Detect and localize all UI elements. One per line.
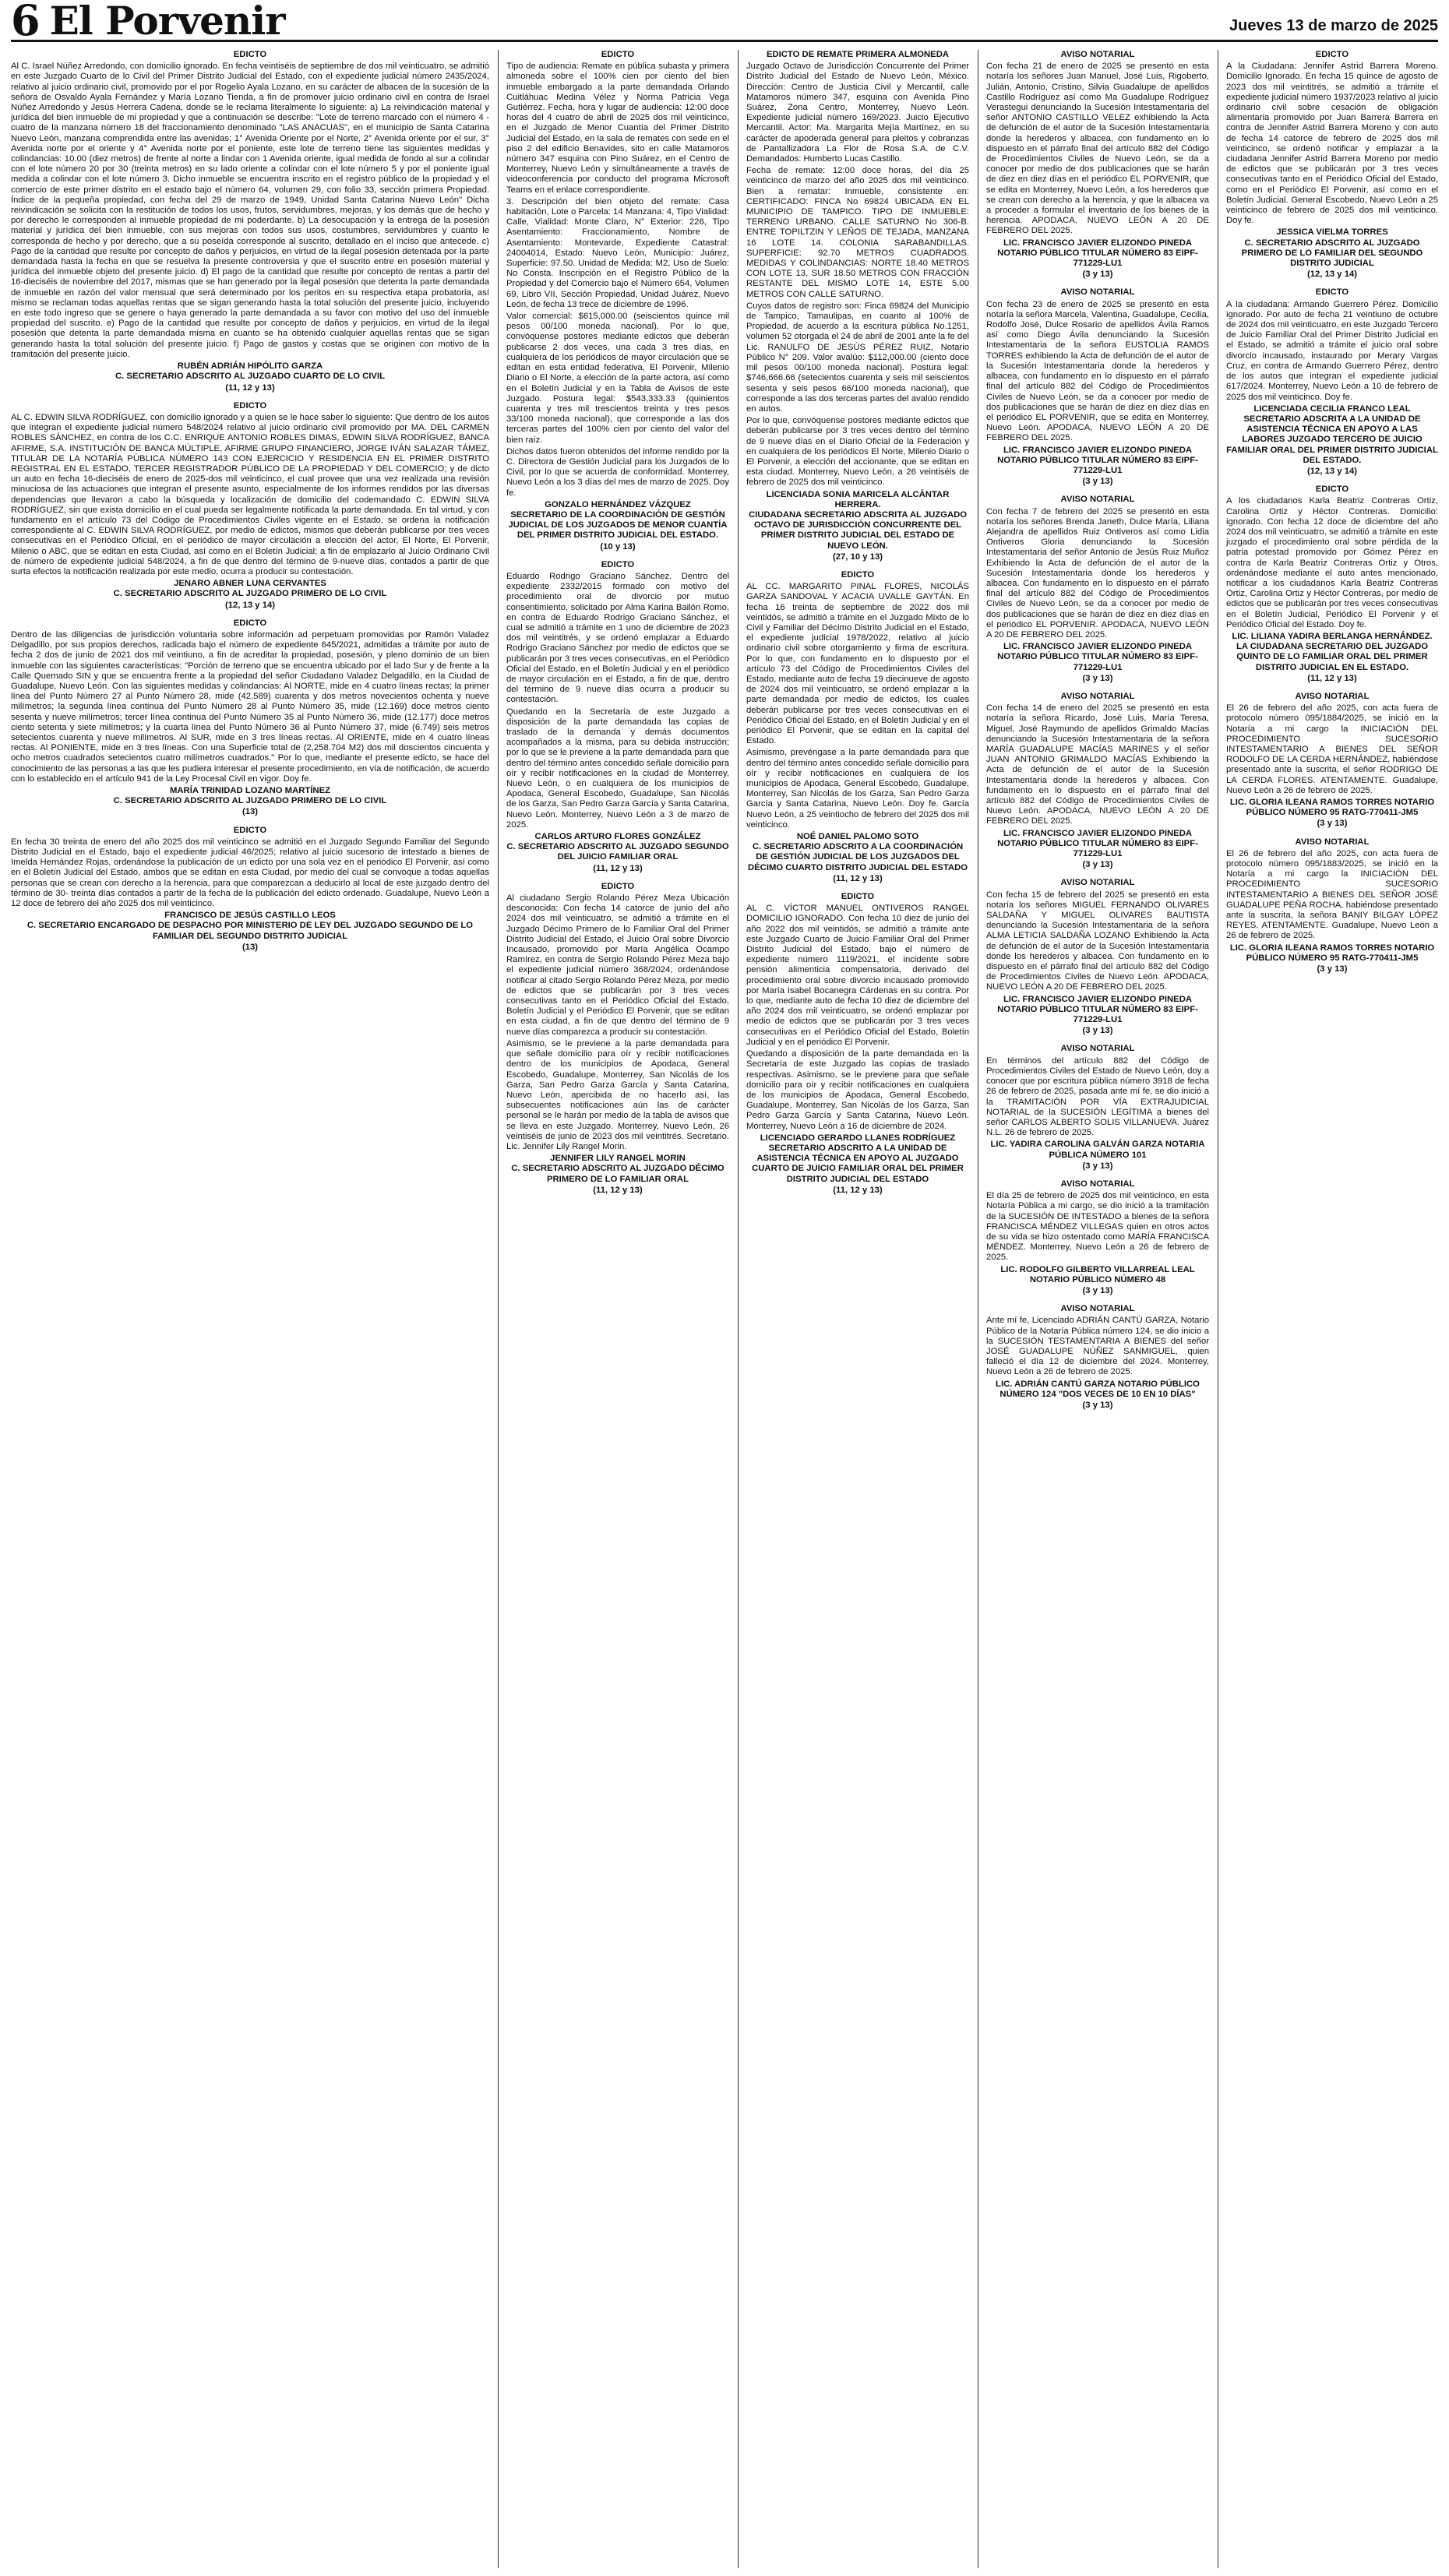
notice-title: AVISO NOTARIAL <box>1060 1044 1135 1054</box>
notice-title: EDICTO <box>841 569 875 580</box>
notice-body: En términos del artículo 882 del Código de Procedimientos Civiles del Estado de Nuevo León, doy a conocer que por escritura pública número 3918 de fecha 26 de febrero de 2025, pasada ante mí fe, se dio inició a la TRAMITACIÓN POR VÍA EXTRAJUDICIAL NOTARIAL de la SUCESIÓN LEGÍTIMA a bienes del señor CARLOS ALBERTO SOLIS VILLANUEVA. Juárez N.L. 26 de febrero de 2025. <box>986 1055 1209 1138</box>
notice-body: Juzgado Octavo de Jurisdicción Concurrente del Primer Distrito Judicial del Estado de Nuevo León, México. Dirección: Centro de Justicia Civil y Mercantil, calle Matamoros número 347, esquina con Avenida Pino Suárez, Zona Centro, Monterrey, Nuevo León. Expediente judicial número 169/2023. Juicio Ejecutivo Mercantil. Actor: Ma. Margarita Mejía Martínez, en su carácter de apoderada general para pleitos y cobranzas de Pantallizadora La Flor de Rosa S.A. de C.V. Demandados: Humberto Lucas Castillo. <box>746 62 969 164</box>
page-number: 6 <box>11 0 41 45</box>
column-5 <box>1226 50 1438 2568</box>
legal-notice <box>986 1044 1209 1171</box>
notice-body: Al ciudadano Sergio Rolando Pérez Meza Ubicación desconocida: Con fecha 14 catorce de junio del año 2024 dos mil veinticuatro, se admitió a trámite en el Juzgado Décimo Primero de lo Familiar Oral del Primer Distrito Judicial del Estado, el Juicio Oral sobre Divorcio Incausado, promovido por María Angélica Ocampo Ramírez, en contra de Sergio Rolando Pérez Meza bajo el expediente judicial número 368/2024, ordenándose notificar al citado Sergio Rolando Pérez Meza, por medio de edictos que se publicarán por 3 tres veces consecutivas tanto en el Periódico Oficial del Estado, Boletín Judicial y el Periódico El Porvenir, que se editan en esta ciudad, a fin de que dentro del término de 9 nueve días comparezca a producir su contestación. <box>506 893 729 1037</box>
notice-title: EDICTO <box>233 50 267 59</box>
publication-dates: (3 y 13) <box>1082 270 1113 280</box>
legal-notice <box>746 50 969 562</box>
publication-dates: (3 y 13) <box>1082 673 1113 683</box>
legal-notice <box>986 878 1209 1036</box>
notice-signature: LIC. GLORIA ILEANA RAMOS TORRES NOTARIO PÚBLICO NÚMERO 95 RATG-770411-JM5 <box>1229 943 1435 963</box>
notice-title: AVISO NOTARIAL <box>1060 495 1135 505</box>
notice-body: Con fecha 21 de enero de 2025 se presentó en esta notaría los señores Juan Manuel, José Luis, Rigoberto, Julián, Antonio, Cristino, Silvia Guadalupe de apellidos Castillo Rodríguez así como Ma Guadalupe Rodríguez Verastegui denunciando la Sucesión Intestamentaria del señor ANTONIO CASTILLO VELEZ exhibiendo la Acta de defunción de el autor de la Sucesión Intestamentaria donde la herederos y albacea, con fundamento en lo dispuesto en el párrafo final del artículo 882 del Código de Procedimientos Civiles de Nuevo León, se da a conocer por medio de dos publicaciones que se harán de diez en diez días en el periódico EL PORVENIR, que se edita en Monterrey, Nuevo León, a los herederos que se crean con derecho a la herencia, y que la albacea va a proceder a formular el inventario de los bienes de la herencia. APODACA, NUEVO LEÓN A 20 DE FEBRERO DEL 2025. <box>986 62 1209 236</box>
notice-body: Con fecha 7 de febrero del 2025 se presentó en esta notaría los señores Brenda Janeth, Dulce María, Liliana Alejandra de apellidos Ruiz Ontiveros así como Lidia Ontiveros Gloria denunciando la Sucesión Intestamentaria del señor Antonio de Jesús Ruiz Muñoz Exhibiendo la Acta de defunción de el autor de la Sucesión Intestamentaria donde los herederos y albacea. Con fundamento en lo dispuesto en el párrafo final del artículo 882 del Código de Procedimientos Civiles de Nuevo León, se da a conocer por medio de dos publicaciones que se harán de diez en diez días en el periódico EL PORVENIR. APODACA, NUEVO LEÓN A 20 DE FEBRERO DEL 2025. <box>986 506 1209 640</box>
notice-signature: LIC. YADIRA CAROLINA GALVÁN GARZA NOTARIA PÚBLICA NÚMERO 101 <box>990 1140 1205 1160</box>
notice-title: EDICTO <box>1315 50 1349 59</box>
notice-signer-role: LA CIUDADANA SECRETARIO DEL JUZGADO QUINTO DE LO FAMILIAR ORAL DEL PRIMER DISTRITO JUDICIAL EN EL ESTADO. <box>1236 642 1429 672</box>
legal-notice <box>506 560 729 874</box>
notice-signature: MARÍA TRINIDAD LOZANO MARTÍNEZ <box>169 786 331 796</box>
notice-signature: NOÉ DANIEL PALOMO SOTO <box>796 832 919 842</box>
notice-title: AVISO NOTARIAL <box>1060 1179 1135 1189</box>
legal-notice <box>11 618 489 818</box>
column-1 <box>11 50 489 2568</box>
publication-dates: (3 y 13) <box>1317 964 1348 974</box>
publication-dates: (3 y 13) <box>1082 1400 1113 1410</box>
notice-body: Quedando a disposición de la parte demandada en la Secretaría de este Juzgado las copias de traslado respectivas. Asimismo, se le previene para que señale domicilio para oír y recibir notificaciones en cualquiera de los municipios de Apodaca, General Escobedo, Guadalupe, Monterrey, San Nicolás de los Garza, San Pedro Garza García y Santa Catarina, Nuevo León. Monterrey, Nuevo León a 16 de diciembre de 2024. <box>746 1049 969 1131</box>
publication-dates: (12, 13 y 14) <box>1306 466 1358 476</box>
notice-body: Con fecha 14 de enero del 2025 se presentó en esta notaría la señora Ricardo, José Luis, María Teresa, Miguel, José Raymundo de apellidos Grimaldo Macías denunciando la Sucesión Intestamentaria de la señora MARÍA GUADALUPE MACÍAS MARINES y el señor JUAN ANTONIO GRIMALDO MACÍAS Exhibiendo la Acta de defunción de el autor de la Sucesión Intestamentaria donde la herederos y albacea. Con fundamento en lo dispuesto en el párrafo final del artículo 882 del Código de Procedimientos Civiles de Nuevo León. APODACA, NUEVO LEÓN A 20 DE FEBRERO DEL 2025. <box>986 703 1209 826</box>
legal-notice <box>986 50 1209 280</box>
notice-title: EDICTO <box>841 892 875 902</box>
publication-dates: (12, 13 y 14) <box>224 600 276 610</box>
legal-notice <box>986 495 1209 684</box>
notice-signature: LIC. FRANCISCO JAVIER ELIZONDO PINEDA NOTARIO PÚBLICO TITULAR NÚMERO 83 EIPF-771229-LU1 <box>997 445 1198 475</box>
notice-title: EDICTO <box>233 400 267 411</box>
notice-body: El 26 de febrero del año 2025, con acta fuera de protocolo número 095/1884/2025, se inició en la Notaría a mi cargo la INICIACIÓN DEL PROCEDIMIENTO SUCESORIO INTESTAMENTARIO A BIENES DEL SEÑOR RODOLFO DE LA CERDA HERNÁNDEZ, habiéndose presentado ante la suscrita, el señor RODRIGO DE LA CERDA FLORES. ATENTAMENTE. Guadalupe, Nuevo León a 26 de febrero de 2025. <box>1226 703 1438 795</box>
legal-notice <box>11 50 489 393</box>
notice-signer-role: C. SECRETARIO ADSCRITO AL JUZGADO DÉCIMO PRIMERO DE LO FAMILIAR ORAL <box>511 1164 724 1184</box>
legal-notice <box>986 1304 1209 1411</box>
notice-signature: FRANCISCO DE JESÚS CASTILLO LEOS <box>164 911 336 921</box>
publication-dates: (13) <box>242 807 259 817</box>
notice-signature: LIC. LILIANA YADIRA BERLANGA HERNÁNDEZ. <box>1232 631 1433 641</box>
notice-title: EDICTO <box>233 618 267 628</box>
notice-body: El día 25 de febrero de 2025 dos mil veinticinco, en esta Notaría Pública a mi cargo, se dio inició a la tramitación de la SUCESIÓN DE INTESTADO a bienes de la señora FRANCISCA MÉNDEZ VILLEGAS quien en otros actos de su vida se hizo ostentado como MARÍA FRANCISCA MÉNDEZ. Monterrey, Nuevo León a 26 de febrero de 2025. <box>986 1191 1209 1263</box>
legal-notice <box>506 882 729 1196</box>
notice-signature: JESSICA VIELMA TORRES <box>1276 227 1388 238</box>
notice-signature: GONZALO HERNÁNDEZ VÁZQUEZ <box>545 499 691 509</box>
notice-title: EDICTO <box>233 825 267 835</box>
publication-dates: (3 y 13) <box>1082 1026 1113 1036</box>
notice-body: El 26 de febrero del año 2025, con acta fuera de protocolo número 095/1883/2025, se inició en la Notaría a mi cargo la INICIACIÓN DEL PROCEDIMIENTO SUCESORIO INTESTAMENTARIO A BIENES DEL SEÑOR JOSÉ GUADALUPE PEÑA ROCHA, habiéndose presentado ante la suscrita, la señora BANIY BILGAY LÓPEZ REYES. ATENTAMENTE. Guadalupe, Nuevo León a 26 de febrero de 2025. <box>1226 848 1438 941</box>
notice-body: Fecha de remate: 12:00 doce horas, del día 25 veinticinco de marzo del año 2025 dos mil veinticinco. Bien a rematar: Inmueble, consistente en: CERTIFICADO: FINCA No 69824 UBICADA EN EL MUNICIPIO DE TAMPICO. TIPO DE INMUEBLE: TERRENO URBANO. CALLE SATURNO No 306-B. ENTRE TOPILTZIN Y LEÑOS DE TEJADA, MANZANA 16 LOTE 14. COLONIA SARABANDILLAS. SUPERFICIE: 92.70 METROS CUADRADOS. MEDIDAS Y COLINDANCIAS: NORTE 18.40 METROS CON LOTE 13, SUR 18.50 METROS CON FRACCIÓN RESTANTE DEL MISMO LOTE 14, ESTE 5.00 METROS CON CALLE SATURNO. <box>746 166 969 299</box>
notice-body: A la Ciudadana: Jennifer Astrid Barrera Moreno. Domicilio Ignorado. En fecha 15 quince de agosto de 2023 dos mil veintitrés, se admitió a trámite el expediente judicial número 1937/2023 relativo al juicio ordinario civil sobre cesación de obligación alimentaria promovido por Juan Barrera Barrera en contra de Jennifer Astrid Barrera Moreno y con auto de fecha 14 catorce de febrero de 2025 dos mil veinticinco, se ordenó notificar y emplazar a la ciudadana Jennifer Astrid Barrera Moreno por medio de edictos que se publicarán por 3 tres veces consecutivas tanto en el Periódico Oficial del Estado, como en el Periódico El Porvenir, así como en el Boletín Judicial. General Escobedo, Nuevo León a 25 veinticinco de febrero de 2025 dos mil veinticinco. Doy fe. <box>1226 62 1438 226</box>
publication-dates: (3 y 13) <box>1317 819 1348 829</box>
notice-signature: LICENCIADA SONIA MARICELA ALCÁNTAR HERRERA. <box>766 489 950 509</box>
notice-body: 3. Descripción del bien objeto del remate: Casa habitación, Lote o Parcela: 14 Manzana: 4, Tipo Vialidad: Calle, Vialidad: Monte Claro, N° Exterior: 226, Tipo Asentamiento: Fraccionamiento, Nombre de Asentamiento: Montevarde, Expediente Catastral: 24004014, Estado: Nuevo León, Municipio: Juárez, Superficie: 97.50. Unidad de Medida: M2, Uso de Suelo: No Consta. Inscripción en el Registro Público de la Propiedad y del Comercio bajo el Número 654, Volumen 69, Libro VII, Sección Propiedad, Unidad Juárez, Nuevo León, de fecha 13 trece de diciembre de 1996. <box>506 196 729 309</box>
notice-body: Asimismo, prevéngase a la parte demandada para que dentro del término antes concedido señale domicilio para oír y recibir notificaciones en cualquiera de los municipios de Apodaca, General Escobedo, Guadalupe, Monterrey, San Nicolás de los Garza, San Pedro Garza García y Santa Catarina, Nuevo León. Doy fe. García Nuevo León, a 25 veintiocho de febrero del 2025 dos mil veinticinco. <box>746 748 969 830</box>
notice-body: A la ciudadana: Armando Guerrero Pérez. Domicilio ignorado. Por auto de fecha 21 veintiuno de octubre de 2024 dos mil veinticuatro, en este Juzgado Tercero de Juicio Familiar Oral del Primer Distrito Judicial en el Estado, se admitió a trámite el juicio oral sobre divorcio incausado, instaurado por Merary Vargas Cruz, en contra de Armando Guerrero Pérez, dentro de los autos que integran el expediente judicial 617/2024. Monterrey, Nuevo León a 10 de febrero de 2025 dos mil veinticinco. Doy fe. <box>1226 299 1438 402</box>
notice-signer-role: C. SECRETARIO ENCARGADO DE DESPACHO POR MINISTERIO DE LEY DEL JUZGADO SEGUNDO DE LO FAMILIAR DEL SEGUNDO DISTRITO JUDICIAL <box>26 921 474 941</box>
notice-body: En fecha 30 treinta de enero del año 2025 dos mil veinticinco se admitió en el Juzgado Segundo Familiar del Segundo Distrito Judicial en el Estado, bajo el expediente judicial 46/2025; relativo al juicio sucesorio de intestado a bienes de Imelda Hernández Rojas, ordenándose la publicación de un edicto por una sola vez en el periódico El Porvenir, así como en el Boletín Judicial del Estado, ambos que se editan en esta Ciudad, por medio del cual se convoque a todas aquellas personas que se crean con derecho a la herencia, para que comparezcan a deducirlo al local de este juzgado dentro del término de 30- treinta días contados a partir de la fecha de la publicación del edicto ordenado. Guadalupe, Nuevo León a 12 doce de febrero del año 2025 dos mil veinticinco. <box>11 837 489 909</box>
legal-notice <box>986 1179 1209 1296</box>
legal-notice <box>506 50 729 552</box>
notice-body: Quedando en la Secretaría de este Juzgado a disposición de la parte demandada las copias de traslado de la demanda y demás documentos acompañados a la misma, para su debida instrucción; por lo que se le previene a la parte demandada para que dentro del término antes concedido señale domicilio para oír y recibir notificaciones en la ciudad de Monterrey, Nuevo León, o en cualquiera de los municipios de Apodaca, General Escobedo, Guadalupe, San Nicolás de los Garza, San Pedro Garza García y Santa Catarina, Nuevo León. Monterrey, Nuevo León a 3 de marzo de 2025. <box>506 707 729 830</box>
notice-signer-role: C. SECRETARIO ADSCRITO AL JUZGADO PRIMERO DE LO CIVIL <box>113 589 387 599</box>
notice-signer-role: SECRETARIO ADSCRITA A LA UNIDAD DE ASISTENCIA TÉCNICA EN APOYO A LAS LABORES JUZGADO TERCERO DE JUICIO FAMILIAR ORAL DEL PRIMER DISTRITO JUDICIAL DEL ESTADO. <box>1226 414 1438 465</box>
column-2 <box>506 50 729 2568</box>
notice-signature: RUBÉN ADRIÁN HIPÓLITO GARZA <box>177 361 323 372</box>
notice-signer-role: C. SECRETARIO ADSCRITO AL JUZGADO SEGUNDO DEL JUICIO FAMILIAR ORAL <box>506 842 729 862</box>
notice-body: AL CC. MARGARITO PINAL FLORES, NICOLÁS GARZA SANDOVAL Y ACACIA UVALLE GAYTÁN. En fecha 16 treinta de septiembre de 2022 dos mil veintidós, se admitió a trámite en el Juzgado Mixto de lo Civil y Familiar del Décimo Distrito Judicial en el Estado, el expediente judicial 1978/2022, relativo al juicio ordinario civil sobre otorgamiento y firma de escritura. Por lo que, con fundamento en lo dispuesto por el artículo 73 del Código de Procedimientos Civiles del Estado, mediante auto de fecha 19 diecinueve de agosto de 2024 dos mil veinticuatro, se ordenó emplazar a la parte demandada por medio de edictos, los cuales deberán publicarse por tres veces consecutivas en el Periódico Oficial del Estado, en el Boletín Judicial y en el periódico El Porvenir, que se editan en la capital del Estado. <box>746 582 969 746</box>
brand <box>11 0 285 45</box>
legal-notice <box>1226 287 1438 477</box>
notice-body: Con fecha 23 de enero de 2025 se presentó en esta notaría la señora Marcela, Valentina, Guadalupe, Cecilia, Rodolfo José, Dulce Rosario de apellidos Ávila Ramos así como Diego Ávila denunciando la Sucesión Intestamentaria de la señora EUSTOLIA RAMOS TORRES exhibiendo la Acta de defunción de el autor de la Sucesión Intestamentaria donde la herederos y albacea, con fundamento en lo dispuesto en el párrafo final del artículo 882 del Código de Procedimientos Civiles de Nuevo León, se da a conocer por medio de dos publicaciones que se harán de diez en diez días en el periódico EL PORVENIR, que se edita en Monterrey, Nuevo León. APODACA, NUEVO LEÓN A 20 DE FEBRERO DEL 2025. <box>986 299 1209 443</box>
publication-dates: (10 y 13) <box>600 541 636 551</box>
notice-signer-role: C. SECRETARIO ADSCRITO AL JUZGADO CUARTO DE LO CIVIL <box>115 372 386 382</box>
legal-notice <box>1226 692 1438 830</box>
notice-title: AVISO NOTARIAL <box>1060 691 1135 701</box>
notice-title: EDICTO <box>601 559 635 569</box>
masthead <box>11 0 1438 45</box>
notice-body: AL C. VÍCTOR MANUEL ONTIVEROS RANGEL DOMICILIO IGNORADO. Con fecha 10 diez de junio del año 2022 dos mil veintidós, se admitió a trámite ante este Juzgado Cuarto de Juicio Familiar Oral del Primer Distrito Judicial del Estado, bajo el número de expediente número 1119/2021, el incidente sobre pensión alimenticia compensatoria, derivado del procedimiento oral sobre divorcio incausado promovido por María Isabel Bocanegra Cárdenas en su contra. Por lo que, mediante auto de fecha 10 diez de diciembre del año 2024 dos mil veinticuatro, se ordenó emplazar por medio de edictos que se publicarán por 3 tres veces consecutivas en el Periódico Oficial del Estado, Boletín Judicial y en el periódico El Porvenir. <box>746 904 969 1047</box>
notice-title: EDICTO <box>1315 287 1349 298</box>
publication-dates: (3 y 13) <box>1082 1285 1113 1295</box>
notice-title: EDICTO <box>601 881 635 891</box>
notice-signature: LICENCIADO GERARDO LLANES RODRÍGUEZ <box>760 1133 956 1143</box>
notice-signature: LIC. FRANCISCO JAVIER ELIZONDO PINEDA NOTARIO PÚBLICO TITULAR NÚMERO 83 EIPF-771229-LU1 <box>997 238 1198 269</box>
publication-dates: (11, 12 y 13) <box>225 382 275 393</box>
notice-signature: LICENCIADA CECILIA FRANCO LEAL <box>1253 403 1411 414</box>
publication-dates: (3 y 13) <box>1082 860 1113 870</box>
notice-body: Valor comercial: $615,000.00 (seiscientos quince mil pesos 00/100 moneda nacional). Por lo que, convóquense postores mediante edictos que deberán publicarse 2 dos veces, una cada 3 tres días, en cualquiera de los periódicos de mayor circulación que se editan en esta entidad federativa, El Porvenir, Milenio Diario o El Norte, a elección de la parte actora, así como en el Boletín Judicial y en la Tabla de Avisos de este Juzgado. Postura legal: $543,333.33 (quinientos cuarenta y tres mil trescientos treinta y tres pesos 33/100 moneda nacional), que corresponde a las dos terceras partes del 100% cien por ciento del valor del bien raíz. <box>506 312 729 445</box>
legal-notice <box>986 287 1209 487</box>
notice-signer-role: C. SECRETARIO ADSCRITO AL JUZGADO PRIMERO DE LO FAMILIAR DEL SEGUNDO DISTRITO JUDICIAL <box>1241 238 1423 269</box>
notice-signer-role: C. SECRETARIO ADSCRITO AL JUZGADO PRIMERO DE LO CIVIL <box>113 796 387 806</box>
column-3 <box>746 50 969 2568</box>
legal-notice <box>746 570 969 884</box>
notice-body: Con fecha 15 de febrero del 2025 se presentó en esta notaría los señores MIGUEL FERNANDO OLIVARES SALDAÑA Y MIGUEL OLIVARES BAUTISTA denunciando la Sucesión Intestamentaria de la señora ALMA LETICIA SALDAÑA LOZANO Exhibiendo la Acta de defunción de el autor de la Sucesión Intestamentaria donde los herederos y albacea. Con fundamento en lo dispuesto en el párrafo final del artículo 882 del Código de Procedimientos Civiles de Nuevo León. APODACA, NUEVO LEÓN A 20 DE FEBRERO DEL 2025. <box>986 890 1209 992</box>
legal-notice <box>1226 50 1438 280</box>
notice-title: AVISO NOTARIAL <box>1295 691 1370 701</box>
notice-signature: LIC. FRANCISCO JAVIER ELIZONDO PINEDA NOTARIO PÚBLICO TITULAR NÚMERO 83 EIPF-771229-LU1 <box>997 642 1198 672</box>
notice-signature: LIC. ADRIÁN CANTÚ GARZA NOTARIO PÚBLICO NÚMERO 124 "DOS VECES DE 10 EN 10 DÍAS" <box>996 1379 1200 1399</box>
column-divider <box>738 50 739 2568</box>
notice-title: AVISO NOTARIAL <box>1060 287 1135 298</box>
notice-signature: JENNIFER LILY RANGEL MORIN <box>550 1154 686 1164</box>
column-4 <box>986 50 1209 2568</box>
notice-title: EDICTO DE REMATE PRIMERA ALMONEDA <box>766 50 950 59</box>
issue-date: Jueves 13 de marzo de 2025 <box>1229 17 1438 34</box>
legal-notice <box>986 692 1209 870</box>
notice-title: EDICTO <box>601 50 635 59</box>
publication-dates: (11, 12 y 13) <box>593 863 643 873</box>
notice-title: AVISO NOTARIAL <box>1295 837 1370 847</box>
publication-dates: (11, 12 y 13) <box>833 1185 883 1195</box>
column-divider <box>498 50 499 2568</box>
publication-dates: (3 y 13) <box>1082 477 1113 487</box>
publication-dates: (13) <box>242 942 259 952</box>
notice-title: AVISO NOTARIAL <box>1060 1304 1135 1314</box>
notice-body: AL C. EDWIN SILVA RODRÍGUEZ, con domicilio ignorado y a quien se le hace saber lo siguiente: Que dentro de los autos que integran el expediente judicial número 548/2024 relativo al juicio ordinario civil promovido por MA. DEL CARMEN ROBLES SÁNCHEZ, en contra de los C.C. ENRIQUE ANTONIO ROBLES DIMAS, EDWIN SILVA RODRÍGUEZ, BANCA AFIRME, S.A. INSTITUCIÓN DE BANCA MÚLTIPLE, AFIRME GRUPO FINANCIERO, JORGE IVÁN SALAZAR TÁMEZ, TITULAR DE LA NOTARÍA PÚBLICA NÚMERO 143 CON EJERCICIO Y RESIDENCIA EN EL PRIMER DISTRITO REGISTRAL EN EL ESTADO, TERCER REGISTRADOR PÚBLICO DE LA PROPIEDAD Y DEL COMERCIO; y de dicto un auto en fecha 16-dieciséis de enero de 2025-dos mil veinticinco, el cual provee que una vez realizada una revisión minuciosa de las actuaciones que integran el presente asunto, especialmente de los informes rendidos por las diversas dependencias que llevaron a cabo la búsqueda y localización de domicilio del codemandado C. EDWIN SILVA RODRÍGUEZ, sin que exista domicilio en el cual pueda ser legalmente notificada la parte demandada. En tal virtud, y con fundamento en el artículo 73 del Código de Procedimientos Civiles vigente en el Estado, se ordena la notificación correspondiente al C. EDWIN SILVA RODRÍGUEZ, por medio de edictos, mismos que deberán publicarse por tres veces consecutivas en el Periódico Oficial, en el periódico de mayor circulación a elección del actor, El Norte, El Porvenir, Milenio o ABC, que se editan en esta Ciudad, así como en el Boletín Judicial; a fin de emplazarlo al Juicio Ordinario Civil de número de expediente judicial 548/2024, a fin de que dentro del término de 9-nueve días, contados a partir de que surta efectos la notificación realizada por este medio, ocurra a producir su contestación. <box>11 412 489 576</box>
notice-body: Eduardo Rodrigo Graciano Sánchez. Dentro del expediente 2332/2015 formado con motivo del procedimiento oral de divorcio por mutuo consentimiento, solicitado por Alma Karina Bailón Romo, en contra de Eduardo Rodrigo Graciano Sánchez, el cual se admitió a trámite en 1 uno de diciembre de 2023 dos mil veintitrés, y se ordenó emplazar a Eduardo Rodrigo Graciano Sánchez por medio de edictos que se publicarán por 3 tres veces consecutivas, en el Periódico Oficial del Estado, en el Boletín Judicial y en el periódico de mayor circulación en el Estado, a fin de que, dentro del término de 9 nueve días ocurra a producir su contestación. <box>506 571 729 705</box>
notice-body: A los ciudadanos Karla Beatriz Contreras Ortiz, Carolina Ortiz y Héctor Contreras. Domicilio: ignorado. Con fecha 12 doce de diciembre del año 2024 dos mil veinticuatro, se admitió a trámite en este juzgado el procedimiento oral sobre pérdida de la patria potestad promovido por Gómez Pérez en contra de Karla Beatriz Contreras Ortiz y Otros, ordenándose mediante el auto antes mencionado, notificar a los ciudadanos Karla Beatriz Contreras Ortiz, Carolina Ortiz y Héctor Contreras, por medio de edictos que se publicarán por tres veces consecutivas en el Boletín Judicial, Periódico El Porvenir y el Periódico Oficial del Estado. Doy fe. <box>1226 496 1438 629</box>
legal-notice <box>746 892 969 1196</box>
notice-body: Por lo que, convóquense postores mediante edictos que deberán publicarse por 3 tres veces dentro del término de 9 nueve días en el Diario Oficial de la Federación y en cualquiera de los periódicos El Norte, Milenio Diario o El Porvenir, a elección del accionante, que se editan en esta ciudad. Monterrey, Nuevo León, a 26 veintiséis de febrero de 2025 dos mil veinticinco. <box>746 416 969 488</box>
legal-notice <box>11 401 489 611</box>
notice-body: Dichos datos fueron obtenidos del informe rendido por la C. Directora de Gestión Judicial para los Juzgados de lo Civil, por lo que se acuerda de conformidad. Monterrey, Nuevo León a los 3 días del mes de marzo de 2025. Doy fe. <box>506 446 729 498</box>
legal-notice <box>1226 837 1438 975</box>
notice-signature: LIC. FRANCISCO JAVIER ELIZONDO PINEDA NOTARIO PÚBLICO TITULAR NÚMERO 83 EIPF-771229-LU1 <box>997 994 1198 1025</box>
notice-body: Ante mí fe, Licenciado ADRIÁN CANTÚ GARZA, Notario Público de la Notaría Pública número 124, se dio inicio a la SUCESIÓN TESTAMENTARIA A BIENES del señor JOSÉ GUADALUPE NÚÑEZ SANMIGUEL, quien falleció el día 12 de diciembre del 2024. Monterrey, Nuevo León a 26 de febrero de 2025. <box>986 1316 1209 1377</box>
notice-signer-role: SECRETARIO ADSCRITO A LA UNIDAD DE ASISTENCIA TÉCNICA EN APOYO AL JUZGADO CUARTO DE JUICIO FAMILIAR ORAL DEL PRIMER DISTRITO JUDICIAL DEL ESTADO <box>752 1143 964 1184</box>
legal-notice <box>11 826 489 953</box>
notice-signer-role: CIUDADANA SECRETARIO ADSCRITA AL JUZGADO OCTAVO DE JURISDICCIÓN CONCURRENTE DEL PRIMER DISTRITO JUDICIAL DEL ESTADO DE NUEVO LEÓN. <box>748 509 968 551</box>
publication-dates: (12, 13 y 14) <box>1306 270 1358 280</box>
notice-signature: LIC. GLORIA ILEANA RAMOS TORRES NOTARIO PÚBLICO NÚMERO 95 RATG-770411-JM5 <box>1229 798 1435 818</box>
publication-dates: (3 y 13) <box>1082 1161 1113 1171</box>
notice-body: Asimismo, se le previene a la parte demandada para que señale domicilio para oír y recibir notificaciones dentro de los municipios de Apodaca, General Escobedo, Guadalupe, Monterrey, San Nicolás de los Garza, San Pedro Garza García y Santa Catarina, Nuevo León, apercibida de no hacerlo así, las subsecuentes notificaciones aún las de carácter personal se le harán por medio de la tabla de avisos que se lleva en este Juzgado. Monterrey, Nuevo León, 26 veintiséis de junio de 2023 dos mil veintitrés. Secretario. Lic. Jennifer Lily Rangel Morin. <box>506 1038 729 1151</box>
publication-dates: (11, 12 y 13) <box>833 873 883 883</box>
newspaper-title: El Porvenir <box>49 0 285 44</box>
legal-notice <box>1226 485 1438 684</box>
publication-dates: (27, 10 y 13) <box>832 551 883 562</box>
notice-signer-role: SECRETARIO DE LA COORDINACIÓN DE GESTIÓN JUDICIAL DE LOS JUZGADOS DE MENOR CUANTÍA DEL PRIMER DISTRITO JUDICIAL DEL ESTADO. <box>508 509 728 541</box>
publication-dates: (11, 12 y 13) <box>1307 673 1357 683</box>
notice-title: AVISO NOTARIAL <box>1060 50 1135 59</box>
notice-body: Cuyos datos de registro son: Finca 69824 del Municipio de Tampico, Tamaulipas, en cuanto al 100% de Propiedad, de acuerdo a la escritura pública No.1251, volumen 52 otorgada el 24 de abril de 2001 ante la fe del Lic. RANULFO DE JESÚS PÉREZ RUIZ, Notario Público N° 209. Valor avalúo: $112,000.00 (ciento doce mil pesos 00/100 moneda nacional). Postura legal: $746,666.66 (setecientos cuarenta y seis mil seiscientos sesenta y seis pesos 66/100 moneda nacional), que corresponde a las dos terceras partes del avalúo rendido en autos. <box>746 301 969 414</box>
notice-signature: LIC. RODOLFO GILBERTO VILLARREAL LEAL NOTARIO PÚBLICO NÚMERO 48 <box>1000 1264 1195 1284</box>
notice-signature: CARLOS ARTURO FLORES GONZÁLEZ <box>534 832 701 842</box>
publication-dates: (11, 12 y 13) <box>593 1185 643 1195</box>
notice-body: Dentro de las diligencias de jurisdicción voluntaria sobre información ad perpetuam promovidas por Ramón Valadez Delgadillo, por sus propios derechos, radicada bajo el número de expediente 645/2021, admitidas a trámite por auto de fecha 2 dos de junio de 2021 dos mil veintiuno, a fin de acreditar la propiedad, posesión, y pleno dominio de un bien inmueble con las siguientes características: "Porción de terreno que se encuentra ubicado por el lado Sur y de frente a la Calle Quemado SIN y que se encuentra frente a la propiedad del señor Ciudadano Valadez Delgadillo, en la Ciudad de Guadalupe, Nuevo León. Con las siguientes medidas y colindancias: Al NORTE, mide en 4 cuatro líneas rectas; la primer línea del Punto Número 27 al Punto Número 28, mide (42.589) cuarenta y dos metros novecientos ochenta y nueve milímetros; la segunda línea continua del Punto Número 28 al Punto Número 35, mide (12.169) doce metros ciento sesenta y nueve milímetros; tercer línea continua del Punto Número 35 al Punto Número 36, mide (12.177) doce metros ciento setenta y siete milímetros; y la cuarta línea del Punto Número 36 al Punto Número 37, mide (6.749) seis metros setecientos cuarenta y nueve milímetros. Al SUR, mide en 3 tres líneas rectas. Al ORIENTE, mide en 4 cuatro líneas rectas. Al PONIENTE, mide en 3 tres líneas. Con una Superficie total de (2,258.704 M2) dos mil doscientos cincuenta y ocho metros cuadrados setecientos cuatro milímetros cuadrados." Por lo que, mediante el presente edicto, se hace del conocimiento de las personas a las que les pudiera interesar el presente procedimiento, en vía de notificación, de acuerdo con lo establecido en el artículo 941 de la Ley Procesal Civil en vigor. Doy fe. <box>11 629 489 784</box>
notice-signature: JENARO ABNER LUNA CERVANTES <box>174 579 326 589</box>
notice-title: AVISO NOTARIAL <box>1060 878 1135 888</box>
notice-body: Al C. Israel Núñez Arredondo, con domicilio ignorado. En fecha veintiséis de septiembre de dos mil veinticuatro, se admitió en este Juzgado Cuarto de lo Civil del Primer Distrito Judicial del Estado, con el expediente judicial número 2435/2024, relativo al juicio ordinario civil, promovido por el por Rogelio Ayala Lozano, en su carácter de albacea de la sucesión de la señora de Osvaldo Ayala Fernández y María Lozano Tienda, a fin de promover juicio ordinario civil en contra de Israel Núñez Arredondo y Jesús Herrera Cadena, donde se le reclama literalmente lo siguiente: a) La reivindicación material y jurídica del bien inmueble de mi propiedad y que a continuación se describe: "Lote de terreno marcado con el número 4 -cuatro de la manzana número 18 del fraccionamiento denominado "LAS ANACUAS", en el municipio de Santa Catarina Nuevo León, manzana comprendida entre las avenidas; 1° Avenida Oriente por el Norte, 2° Avenida oriente por el sur, 3° Avenida norte por el oriente y 4° Avenida norte por el poniente, este lote de terreno tiene las siguientes medidas y colindancias: 10.00 (diez metros) de frente al norte a lindar con 1 Avenida oriente, igual medida de fondo al sur a colindar con el lote número 20 por 30 (treinta metros) en su lado oriente a colindar con el lote número 5 y por el poniente igual medida a colindar con el lote número 3. Dicho inmueble se encuentra inscrito en el registro público de la propiedad y el comercio de este primer distrito en el estado bajo el número 64, volumen 29, con folio 33, sección primera Propiedad. Índice de la pequeña propiedad, con fecha del 29 de marzo de 1949, Unidad Santa Catarina Nuevo León" Dicha reivindicación se solicita con la restitución de todos los usos, frutos, servidumbres, mejoras, y los demás que de hecho y por derecho le corresponden al inmueble propiedad de mi poderdante. b) La desocupación y la entrega de la posesión material y jurídica del bien inmueble, con sus mejoras con todos sus usos, costumbres, servidumbres y cuanto le corresponda de hecho y por derecho, que a su poseída corresponde al suscrito, detallado en el inciso que antecede. c) Pago de la cantidad que resulte por concepto de daños y perjuicios, en virtud de la ilegal posesión detentada por la parte demandada hasta la fecha en que se resuelva la presente controversia y que el suscrito entre en posesión material y jurídica del inmueble objeto del presente juicio. d) El pago de la cantidad que resulte por concepto de rentas a partir del 16-dieciséis de noviembre del 2017, mismas que se han generado por la ilegal posesión que detenta la parte demandada de inmueble en razón del valor mensual que será determinado por los peritos en su respectiva etapa probatoria, así mismo se reclaman todas aquellas rentas que se sigan generando hasta la total solución del presente juicio, incluyendo en este todo ingreso que se genere o haya generado la parte demandada a su favor con motivo del uso del inmueble propiedad del suscrito. e) Pago de la cantidad que resulte por concepto de daños y perjuicios, en virtud de la ilegal posesión que detenta la parte demandada misma en cuanto se ha obtenido cualquier aquellas rentas que se sigan generando hasta la total solución del presente juicio. f) Pago de gastos y costas que se originen con motivo de la tramitación del presente juicio. <box>11 62 489 359</box>
notice-signer-role: C. SECRETARIO ADSCRITO A LA COORDINACIÓN DE GESTIÓN JUDICIAL DE LOS JUZGADOS DEL DÉCIMO CUARTO DISTRITO JUDICIAL DEL ESTADO <box>747 842 968 872</box>
notice-title: EDICTO <box>1315 485 1349 495</box>
notice-body: Tipo de audiencia: Remate en pública subasta y primera almoneda sobre el 100% cien por ciento del bien inmueble embargado a la parte demandada Orlando Cuitláhuac Medina Vélez y Norma Patricia Vega Gutiérrez. Fecha, hora y lugar de audiencia: 12:00 doce horas del 4 cuatro de abril de 2025 dos mil veinticinco, en el Juzgado de Menor Cuantía del Primer Distrito Judicial del Estado, en la sala de remates con sede en el piso 2 del edificio Benavides, sito en calle Matamoros número 347 esquina con Pino Suárez, en el Centro de Monterrey, Nuevo León y simultáneamente a través de videoconferencia por conducto del programa Microsoft Teams en el enlace correspondiente. <box>506 62 729 195</box>
notice-signature: LIC. FRANCISCO JAVIER ELIZONDO PINEDA NOTARIO PÚBLICO TITULAR NÚMERO 83 EIPF-771229-LU1 <box>997 828 1198 859</box>
